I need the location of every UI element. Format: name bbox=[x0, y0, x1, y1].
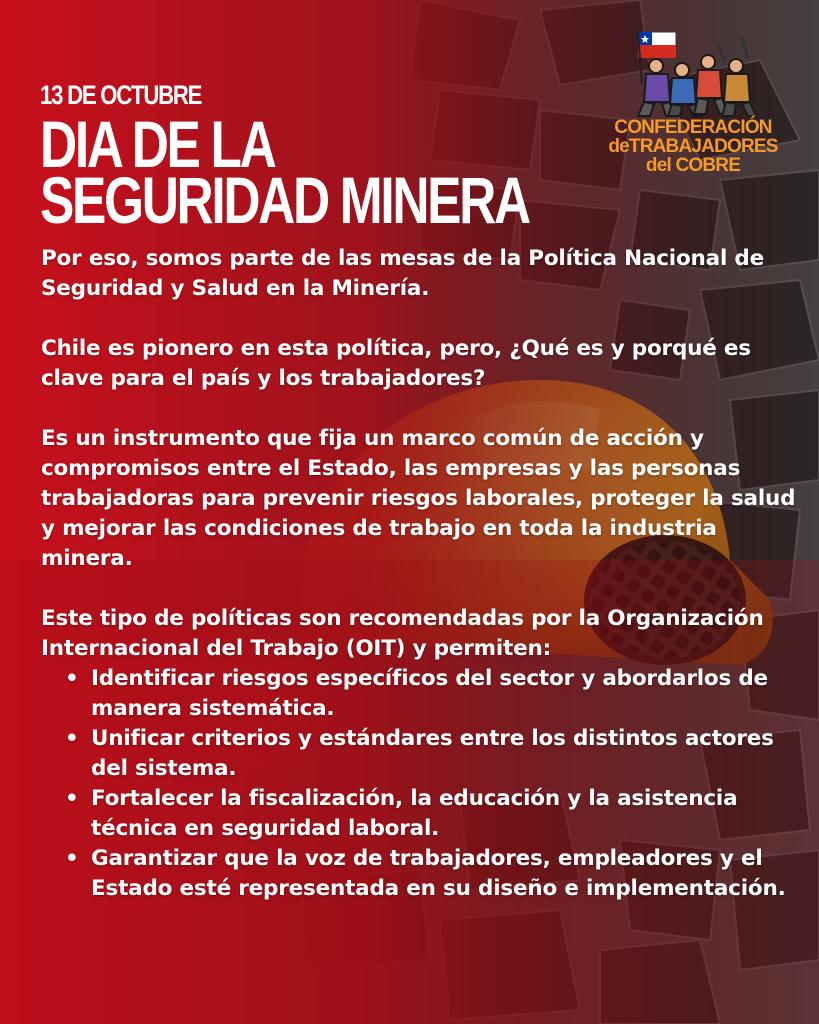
organization-logo-text bbox=[598, 118, 788, 175]
paragraph-4: Este tipo de políticas son recomendadas por la Organización Internacional del Trabajo (OIT) y permiten: bbox=[41, 606, 764, 661]
list-item: • Garantizar que la voz de trabajadores, empleadores y el Estado esté representada en su diseño e implementación. bbox=[91, 844, 801, 904]
logo-line-3: del COBRE bbox=[645, 155, 741, 176]
list-item: • Identificar riesgos específicos del sector y abordarlos de manera sistemática. bbox=[91, 664, 801, 724]
title-line-2: SEGURIDAD MINERA bbox=[40, 163, 529, 237]
title-line-1: DIA DE LA bbox=[40, 107, 275, 181]
paragraph-2: Chile es pionero en esta política, pero, ¿Qué es y porqué es clave para el país y los trabajadores? bbox=[41, 336, 751, 391]
logo-line-1: CONFEDERACIÓN bbox=[614, 117, 772, 138]
paragraph-1: Por eso, somos parte de las mesas de la Política Nacional de Seguridad y Salud en la Minería. bbox=[41, 246, 764, 301]
logo-line-2: deTRABAJADORES bbox=[608, 136, 778, 157]
benefits-list bbox=[41, 664, 801, 904]
list-item: • Fortalecer la fiscalización, la educación y la asistencia técnica en seguridad laboral. bbox=[91, 784, 801, 844]
main-text bbox=[41, 244, 801, 904]
event-date: 13 DE OCTUBRE bbox=[40, 80, 202, 110]
page-title bbox=[40, 107, 529, 237]
list-item: • Unificar criterios y estándares entre los distintos actores del sistema. bbox=[91, 724, 801, 784]
paragraph-3: Es un instrumento que fija un marco común de acción y compromisos entre el Estado, las empresas y las personas trabajadoras para prevenir riesgos laborales, proteger la salud y mejorar las condiciones de trabajo en toda la industria minera. bbox=[41, 426, 796, 571]
